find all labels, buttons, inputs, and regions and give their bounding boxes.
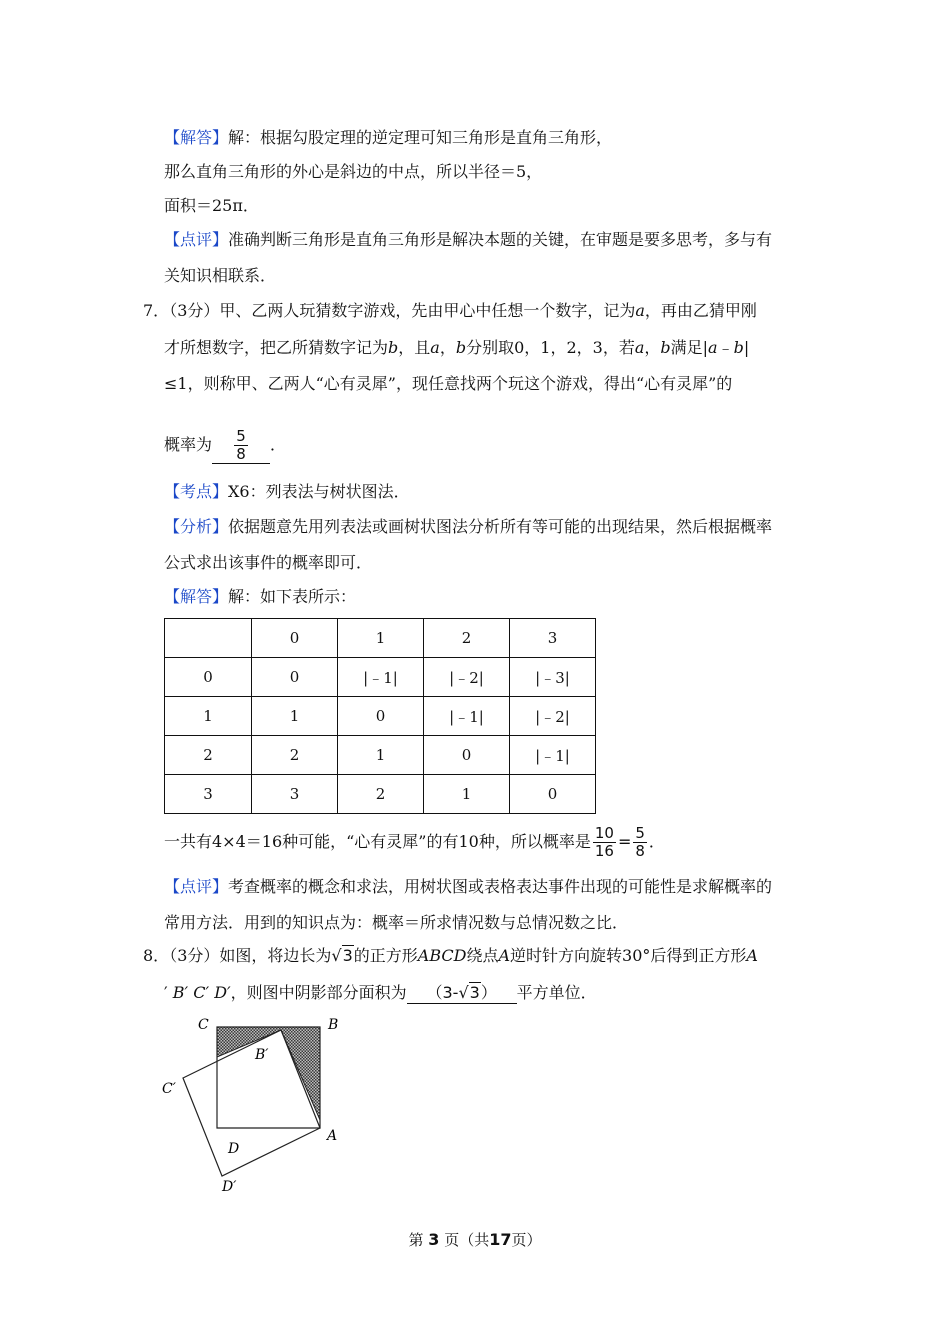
table-cell: 3 (252, 775, 338, 814)
table-cell: 0 (338, 697, 424, 736)
table-cell: 0 (252, 658, 338, 697)
comment-line-1: 【点评】准确判断三角形是直角三角形是解决本题的关键，在审题是要多思考，多与有 (164, 230, 773, 249)
q8-line-1: 8．（3分）如图，将边长为√3的正方形ABCD绕点A逆时针方向旋转30°后得到正方形A (143, 946, 758, 965)
table-cell: 2 (165, 736, 252, 775)
label-C: C (198, 1017, 209, 1033)
q7-answer-fraction: $\frac{5}{8}$ (236, 427, 246, 463)
q7-jieda: 【解答】解：如下表所示： (164, 587, 357, 606)
table-cell: 1 (424, 775, 510, 814)
q8-line-2: ′ B′ C′ D′，则图中阴影部分面积为 （3-√3） 平方单位． (164, 983, 597, 1002)
summary-fraction-1: $\frac{10}{16}$ (594, 824, 614, 860)
q7-fenxi-1: 【分析】依据题意先用列表法或画树状图法分析所有等可能的出现结果，然后根据概率 (164, 517, 773, 536)
table-cell: 0 (424, 736, 510, 775)
table-cell: 1 (165, 697, 252, 736)
fenxi-tag: 【分析】 (164, 517, 229, 536)
dianping-tag: 【点评】 (164, 877, 229, 896)
page-total: 17 (489, 1230, 512, 1249)
table-cell: |﹣1| (510, 736, 596, 775)
table-cell: 2 (338, 775, 424, 814)
table-cell: 3 (510, 619, 596, 658)
table-cell: 1 (338, 619, 424, 658)
q7-fenxi-2: 公式求出该事件的概率即可． (164, 553, 373, 572)
table-cell: 2 (424, 619, 510, 658)
label-D-prime: D′ (222, 1179, 237, 1195)
q7-dianping-2: 常用方法．用到的知识点为：概率＝所求情况数与总情况数之比． (164, 913, 629, 932)
q7-number: 7． (143, 301, 170, 320)
table-cell: 1 (338, 736, 424, 775)
table-cell: 2 (252, 736, 338, 775)
q8-answer-blank: （3-√3） (407, 983, 517, 1004)
answer-line-1: 【解答】解：根据勾股定理的逆定理可知三角形是直角三角形， (164, 128, 613, 147)
q8-number: 8． (143, 946, 170, 965)
q7-line-1: 7．（3分）甲、乙两人玩猜数字游戏，先由甲心中任想一个数字，记为a，再由乙猜甲刚 (143, 301, 757, 320)
q7-summary: 一共有4×4＝16种可能，“心有灵犀”的有10种，所以概率是 $\frac{10}{16}$ = $\frac{5}{8}$ ． (164, 824, 665, 860)
q7-line-3: ≤1，则称甲、乙两人“心有灵犀”，现任意找两个玩这个游戏，得出“心有灵犀”的 (164, 374, 733, 393)
table-row (165, 736, 596, 775)
table-cell: |﹣1| (424, 697, 510, 736)
sqrt-symbol: √3 (331, 946, 353, 965)
table-cell: |﹣1| (338, 658, 424, 697)
label-D: D (228, 1141, 240, 1157)
q7-line-2: 才所想数字，把乙所猜数字记为b，且a，b分别取0，1，2，3，若a，b满足|a﹣b| (164, 338, 750, 357)
jieda-tag: 【解答】 (164, 587, 229, 606)
answer-line-2: 那么直角三角形的外心是斜边的中点，所以半径＝5， (164, 162, 543, 181)
page-footer: 第 3 页（共17页） (408, 1230, 542, 1249)
table-row (165, 697, 596, 736)
q7-answer-blank (212, 428, 270, 464)
table-row (165, 775, 596, 814)
page-number: 3 (428, 1230, 440, 1249)
table-cell: 3 (165, 775, 252, 814)
label-A: A (327, 1128, 338, 1144)
kaodian-tag: 【考点】 (164, 482, 229, 501)
summary-fraction-2: $\frac{5}{8}$ (635, 824, 645, 860)
table-cell: |﹣3| (510, 658, 596, 697)
comment-line-2: 关知识相联系． (164, 266, 277, 285)
label-B-prime: B′ (255, 1047, 269, 1063)
q7-dianping-1: 【点评】考查概率的概念和求法，用树状图或表格表达事件出现的可能性是求解概率的 (164, 877, 773, 896)
label-B: B (328, 1017, 339, 1033)
table-cell: 0 (252, 619, 338, 658)
table-cell: 0 (165, 658, 252, 697)
table-cell: 0 (510, 775, 596, 814)
table-row (165, 658, 596, 697)
table-row (165, 619, 596, 658)
answer-line-3: 面积＝25π． (164, 196, 259, 215)
table-cell: |﹣2| (510, 697, 596, 736)
q7-kaodian: 【考点】X6：列表法与树状图法． (164, 482, 410, 501)
comment-tag: 【点评】 (164, 230, 229, 249)
table-cell: 1 (252, 697, 338, 736)
label-C-prime: C′ (162, 1081, 176, 1097)
shaded-region (217, 1027, 320, 1120)
answer-tag: 【解答】 (164, 128, 229, 147)
table-cell (165, 619, 252, 658)
square-rotation-figure (150, 1010, 360, 1200)
table-cell: |﹣2| (424, 658, 510, 697)
q7-line-4: 概率为 $\frac{5}{8}$ ． (164, 427, 287, 463)
probability-table (164, 618, 596, 814)
